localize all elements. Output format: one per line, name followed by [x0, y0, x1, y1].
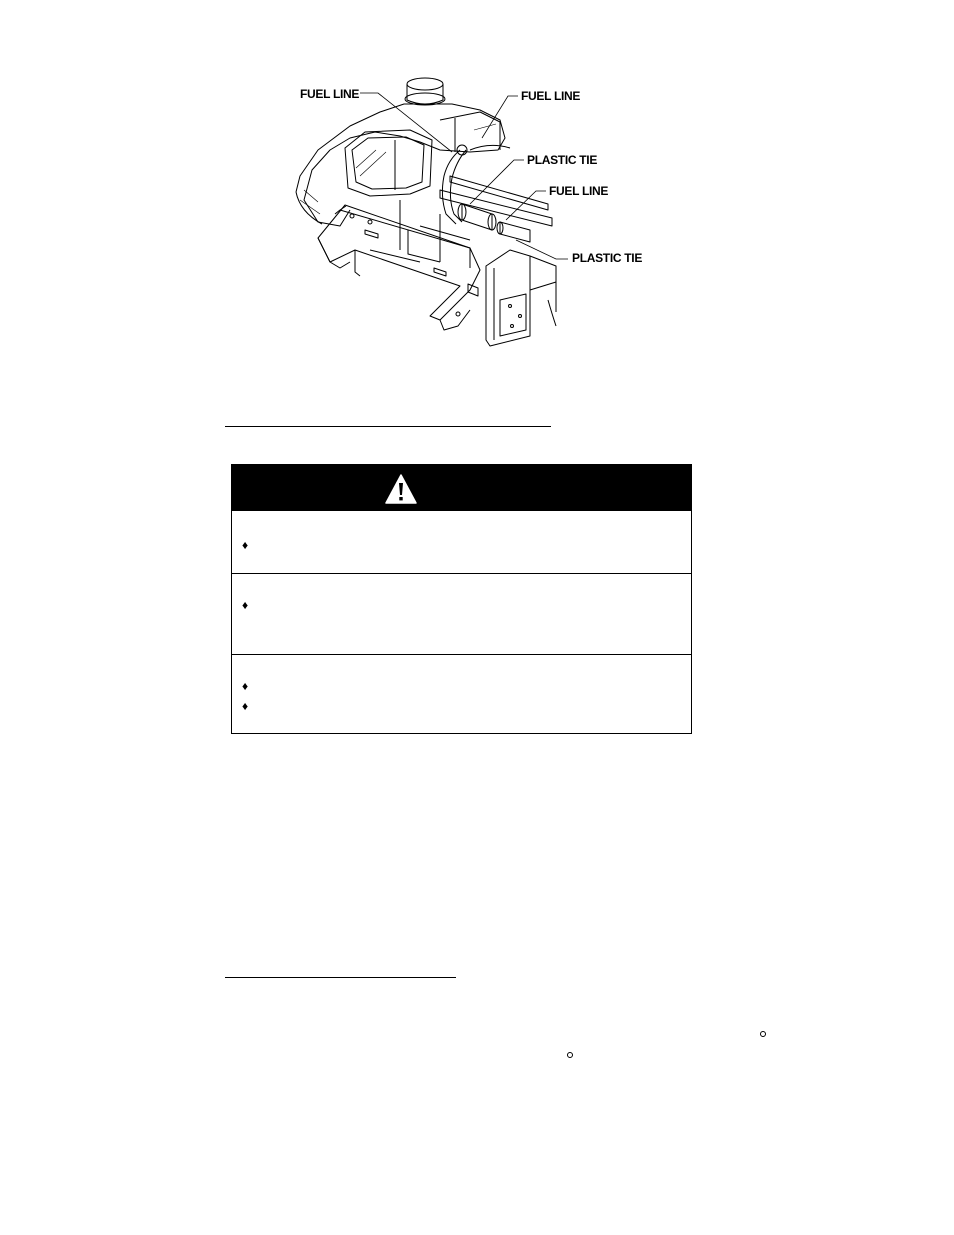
bullet-icon: ♦	[242, 699, 249, 713]
degree-symbol	[760, 1031, 766, 1037]
callout-plastic-tie-bottom: PLASTIC TIE	[572, 251, 643, 265]
bullet-icon: ♦	[242, 538, 249, 552]
callout-fuel-line-left: FUEL LINE	[300, 87, 360, 101]
warning-header	[232, 465, 691, 511]
warning-item-row	[232, 573, 691, 654]
warning-box	[231, 464, 692, 734]
warning-item-row	[232, 511, 691, 573]
callout-fuel-line-right-mid: FUEL LINE	[549, 184, 609, 198]
bullet-icon: ♦	[242, 679, 249, 693]
callout-plastic-tie-top: PLASTIC TIE	[527, 153, 598, 167]
warning-item-row	[232, 654, 691, 734]
callout-fuel-line-right-top: FUEL LINE	[521, 89, 581, 103]
section-heading-underline	[225, 426, 551, 427]
warning-triangle-icon	[384, 473, 418, 505]
fuel-system-illustration	[290, 72, 650, 352]
bullet-icon: ♦	[242, 598, 249, 612]
section-heading-underline	[225, 977, 456, 978]
degree-symbol	[567, 1052, 573, 1058]
